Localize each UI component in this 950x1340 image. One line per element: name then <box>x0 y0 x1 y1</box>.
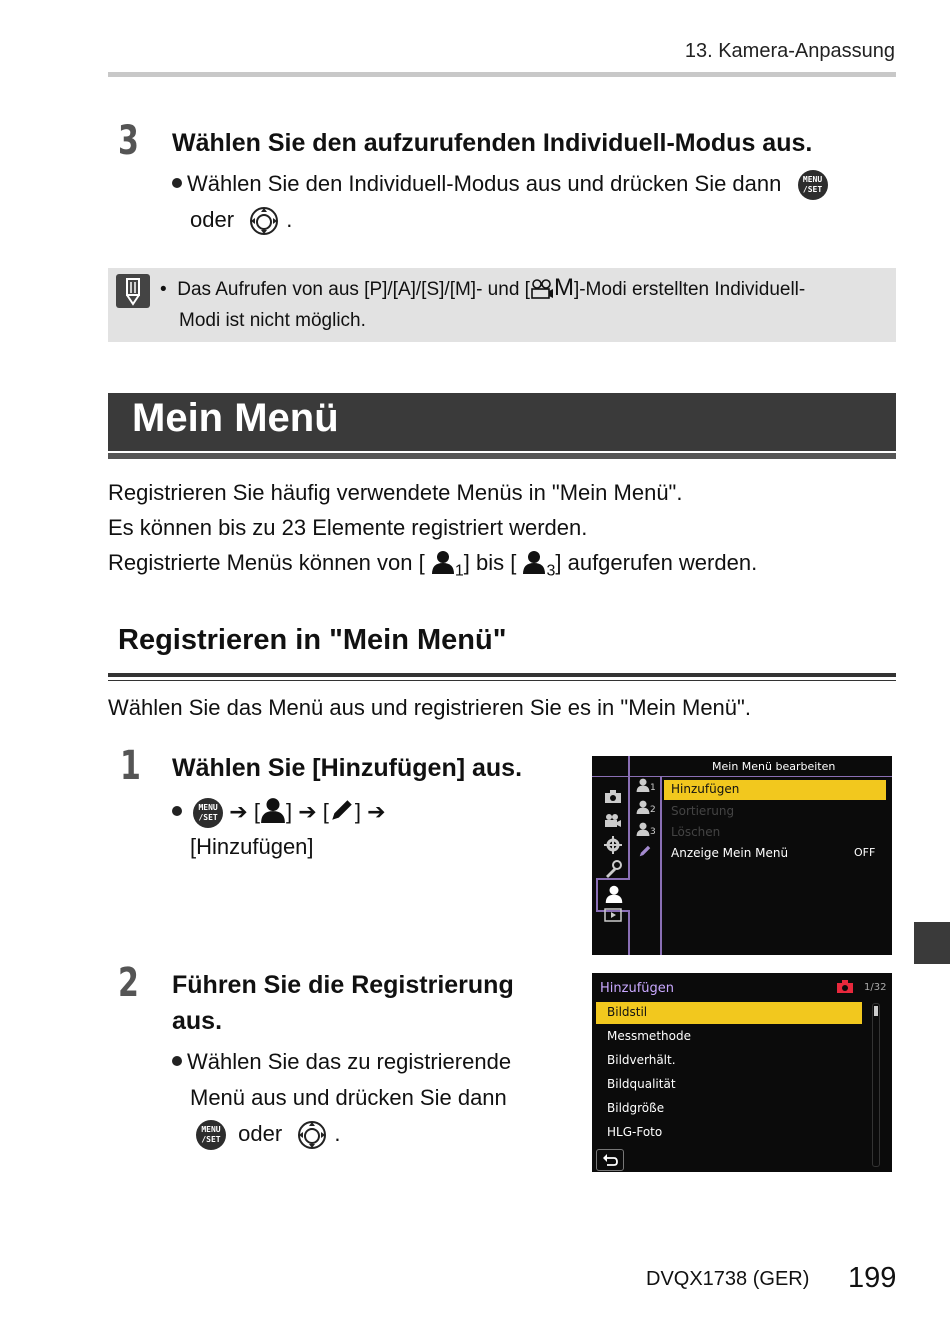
subsection-rule-thin <box>108 680 896 681</box>
menu-item-delete[interactable]: Löschen <box>671 825 721 839</box>
my-menu-tab-selected[interactable] <box>596 878 630 912</box>
step-title: Wählen Sie [Hinzufügen] aus. <box>172 754 523 782</box>
movie-camera-icon <box>530 278 554 300</box>
list-item[interactable]: Bildqualität <box>607 1077 676 1091</box>
subsection-rule <box>108 673 896 677</box>
step-instruction: Wählen Sie das zu registrierende <box>172 1044 511 1080</box>
chapter-side-tab <box>914 922 950 964</box>
sub-tab-number: 3 <box>650 827 656 837</box>
page-indicator: 1/32 <box>864 982 887 993</box>
my-menu-1-icon[interactable] <box>636 778 650 792</box>
intro-line: Registrierte Menüs können von [ $_1$] bis [ $_3$] aufgerufen werden. <box>108 550 758 580</box>
scrollbar[interactable] <box>872 1003 880 1167</box>
arrow-icon: ➔ <box>229 799 248 824</box>
note-icon <box>116 274 150 308</box>
pencil-icon <box>329 797 355 823</box>
gear-tab-icon[interactable] <box>604 836 622 854</box>
pencil-edit-tab-icon[interactable] <box>638 844 652 858</box>
step-instruction: Wählen Sie den Individuell-Modus aus und drücken Sie dann MENU /SET <box>172 166 892 202</box>
menu-item-display[interactable]: Anzeige Mein Menü <box>671 846 789 860</box>
camera-icon <box>836 980 854 994</box>
bullet-icon <box>172 178 182 188</box>
menu-item-sort[interactable]: Sortierung <box>671 804 735 818</box>
screen-divider <box>628 756 630 955</box>
my-menu-person-icon <box>522 550 546 574</box>
step-instruction-cont: oder . <box>190 202 292 238</box>
camera-screen-my-menu <box>592 756 892 955</box>
intro-line: Es können bis zu 23 Elemente registriert werden. <box>108 515 588 540</box>
step-number: 2 <box>118 960 139 1006</box>
list-item[interactable]: HLG-Foto <box>607 1125 663 1139</box>
menu-set-button-icon: MENU /SET <box>196 1120 226 1150</box>
page-number: 199 <box>848 1262 897 1294</box>
arrow-icon: ➔ <box>298 799 317 824</box>
document-code: DVQX1738 (GER) <box>646 1268 810 1290</box>
step-instruction-cont: Menü aus und drücken Sie dann <box>190 1085 507 1110</box>
list-item[interactable]: Messmethode <box>607 1029 691 1043</box>
subsection-title: Registrieren in "Mein Menü" <box>118 624 507 656</box>
step-number: 3 <box>118 118 139 164</box>
step-instruction-cont: MENU /SET oder . <box>196 1116 341 1152</box>
step-number: 1 <box>120 743 141 789</box>
screen-divider <box>592 776 892 777</box>
subsection-description: Wählen Sie das Menü aus und registrieren Sie es in "Mein Menü". <box>108 695 751 720</box>
screen-title: Mein Menü bearbeiten <box>712 760 836 773</box>
section-rule <box>108 453 896 459</box>
my-menu-person-icon <box>260 797 286 823</box>
step-title-cont: aus. <box>172 1007 223 1035</box>
back-button[interactable] <box>596 1149 624 1171</box>
my-menu-person-icon <box>605 885 623 903</box>
menu-item-display-value: OFF <box>854 846 876 859</box>
sub-tab-number: 2 <box>650 805 656 815</box>
list-item[interactable]: Bildgröße <box>607 1101 665 1115</box>
chapter-title: 13. Kamera-Anpassung <box>684 40 895 62</box>
sub-tab-number: 1 <box>650 783 656 793</box>
header-rule <box>108 72 896 77</box>
my-menu-person-icon <box>431 550 455 574</box>
bullet-icon <box>172 806 182 816</box>
screen-divider <box>660 776 662 955</box>
list-item[interactable]: Bildstil <box>607 1005 648 1019</box>
arrow-icon: ➔ <box>367 799 386 824</box>
intro-line: Registrieren Sie häufig verwendete Menüs in "Mein Menü". <box>108 480 683 505</box>
wrench-tab-icon[interactable] <box>604 860 622 878</box>
camera-tab-icon[interactable] <box>604 790 622 804</box>
joystick-icon <box>248 205 280 237</box>
playback-tab-icon[interactable] <box>604 908 622 922</box>
joystick-icon <box>296 1119 328 1151</box>
menu-item-add[interactable]: Hinzufügen <box>671 782 740 796</box>
step-title: Führen Sie die Registrierung <box>172 971 514 999</box>
screen-title: Hinzufügen <box>600 981 674 996</box>
menu-set-button-icon: MENU /SET <box>193 798 223 828</box>
movie-tab-icon[interactable] <box>604 814 622 828</box>
back-arrow-icon <box>602 1153 618 1167</box>
step-title: Wählen Sie den aufzurufenden Individuell-Modus aus. <box>172 129 813 157</box>
scrollbar-thumb[interactable] <box>874 1006 878 1016</box>
my-menu-2-icon[interactable] <box>636 800 650 814</box>
menu-set-button-icon: MENU /SET <box>798 170 828 200</box>
menu-path-end: [Hinzufügen] <box>190 834 314 859</box>
menu-path: MENU /SET ➔ [ ] ➔ [ ] ➔ <box>172 794 386 830</box>
note-text: • Das Aufrufen von aus [P]/[A]/[S]/[M]- und [ M]-Modi erstellten Individuell- Modi ist nicht möglich. <box>160 274 806 331</box>
my-menu-3-icon[interactable] <box>636 822 650 836</box>
bullet-icon <box>172 1056 182 1066</box>
section-title: Mein Menü <box>132 396 339 440</box>
list-item[interactable]: Bildverhält. <box>607 1053 676 1067</box>
camera-screen-add <box>592 973 892 1172</box>
